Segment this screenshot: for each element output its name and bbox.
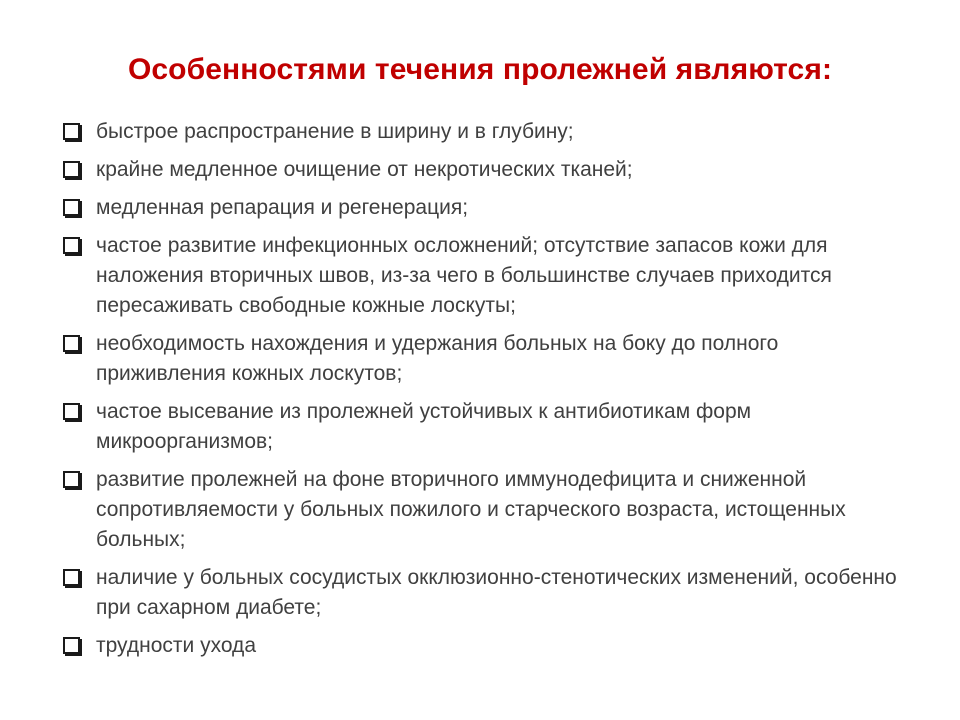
- checkbox-icon: [63, 403, 80, 420]
- list-item-text: частое высевание из пролежней устойчивых к антибиотикам форм микроорганизмов;: [96, 400, 752, 453]
- list-item-text: частое развитие инфекционных осложнений; отсутствие запасов кожи для наложения вторичных швов, из-за чего в большинстве случаев приходится пересаживать свободные кожные лоскуты;: [96, 234, 832, 317]
- checkbox-icon: [63, 161, 80, 178]
- checkbox-icon: [63, 471, 80, 488]
- list-item: [58, 155, 908, 185]
- list-item: [58, 193, 908, 223]
- list-item: [58, 117, 908, 147]
- list-item-text: крайне медленное очищение от некротических тканей;: [96, 158, 633, 181]
- slide-title: Особенностями течения пролежней являются:: [127, 53, 833, 86]
- list-item-text: необходимость нахождения и удержания больных на боку до полного приживления кожных лоскутов;: [96, 332, 779, 385]
- list-item: [58, 231, 908, 321]
- list-item-text: развитие пролежней на фоне вторичного иммунодефицита и сниженной сопротивляемости у больных пожилого и старческого возраста, истощенных больных;: [96, 468, 846, 551]
- bullet-list: [58, 117, 908, 669]
- checkbox-icon: [63, 237, 80, 254]
- checkbox-icon: [63, 335, 80, 352]
- list-item: [58, 329, 908, 389]
- list-item: [58, 397, 908, 457]
- list-item-text: быстрое распространение в ширину и в глубину;: [96, 120, 574, 143]
- list-item: [58, 631, 908, 661]
- checkbox-icon: [63, 569, 80, 586]
- list-item-text: наличие у больных сосудистых окклюзионно-стенотических изменений, особенно при сахарном диабете;: [96, 566, 897, 619]
- list-item: [58, 465, 908, 555]
- checkbox-icon: [63, 199, 80, 216]
- checkbox-icon: [63, 123, 80, 140]
- checkbox-icon: [63, 637, 80, 654]
- list-item: [58, 563, 908, 623]
- list-item-text: медленная репарация и регенерация;: [96, 196, 469, 219]
- list-item-text: трудности ухода: [96, 634, 256, 657]
